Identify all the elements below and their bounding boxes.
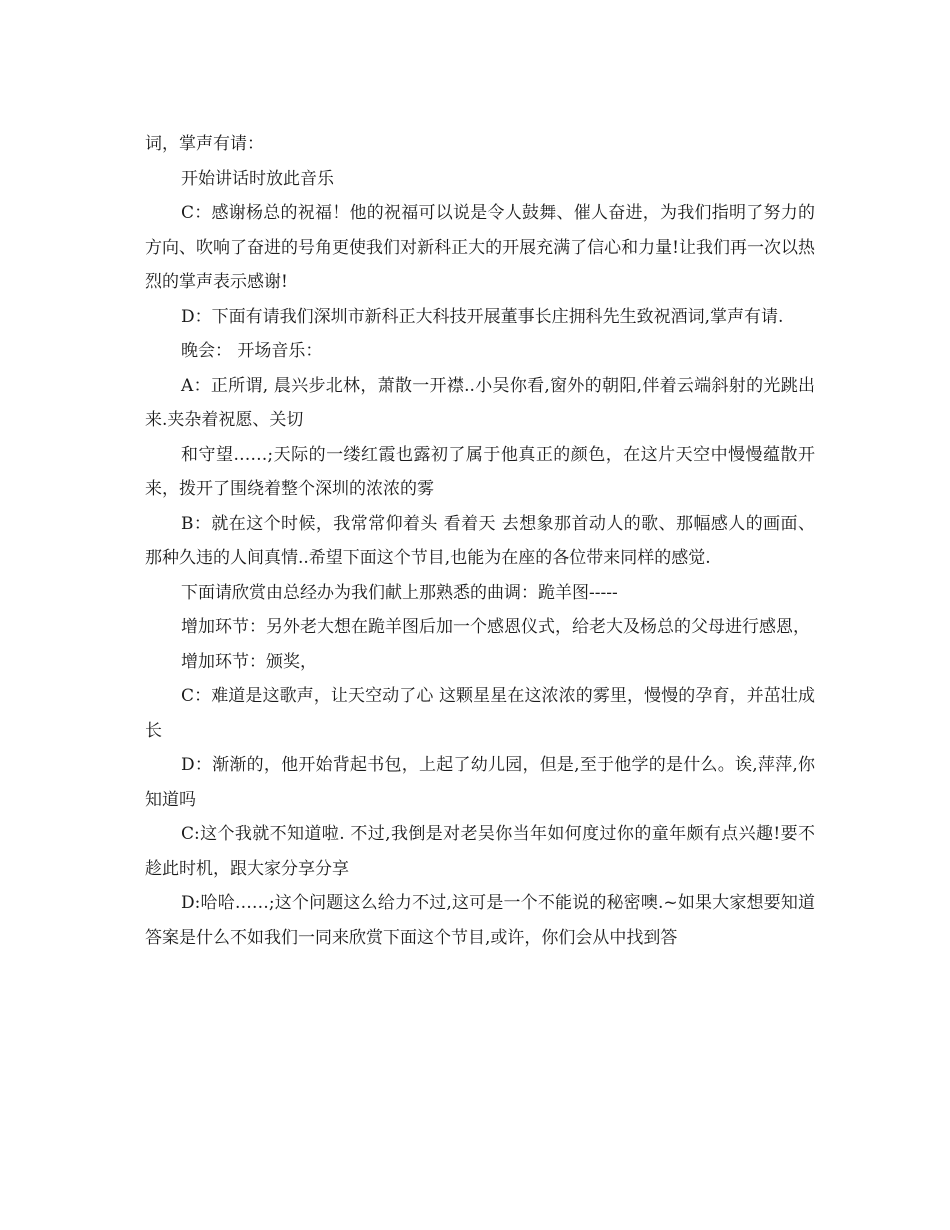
paragraph-10: 增加环节：另外老大想在跪羊图后加一个感恩仪式，给老大及杨总的父母进行感恩， xyxy=(181,617,810,637)
paragraph-4: D：下面有请我们深圳市新科正大科技开展董事长庄拥科先生致祝酒词,掌声有请. xyxy=(181,306,784,327)
paragraph-5: 晚会： 开场音乐： xyxy=(181,341,323,361)
paragraph-2: 开始讲话时放此音乐 xyxy=(181,168,334,189)
paragraph-1: 词，掌声有请： xyxy=(145,134,264,154)
paragraph-3: C：感谢杨总的祝福！他的祝福可以说是令人鼓舞、催人奋进，为我们指明了努力的方向、吹响了奋进的号角更使我们对新科正大的开展充满了信心和力量!让我们再一次以热烈的掌声表示感谢! xyxy=(145,203,815,292)
paragraph-8: B：就在这个时候，我常常仰着头 看着天 去想象那首动人的歌、那幅感人的画面、那种久违的人间真情..希望下面这个节目,也能为在座的各位带来同样的感觉. xyxy=(145,513,815,568)
paragraph-6: A：正所谓, 晨兴步北林，萧散一开襟..小吴你看,窗外的朝阳,伴着云端斜射的光跳出来.夹杂着祝愿、关切 xyxy=(145,375,815,430)
paragraph-13: D：渐渐的，他开始背起书包，上起了幼儿园，但是,至于他学的是什么。诶,萍萍,你知道吗 xyxy=(145,755,815,810)
paragraph-12: C：难道是这歌声，让天空动了心 这颗星星在这浓浓的雾里，慢慢的孕育，并茁壮成长 xyxy=(145,686,815,741)
paragraph-9: 下面请欣赏由总经办为我们献上那熟悉的曲调：跪羊图----- xyxy=(181,582,618,603)
paragraph-7: 和守望……;天际的一缕红霞也露初了属于他真正的颜色，在这片天空中慢慢蕴散开来，拨开了围绕着整个深圳的浓浓的雾 xyxy=(145,444,815,499)
paragraph-15: D:哈哈……;这个问题这么给力不过,这可是一个不能说的秘密噢.~如果大家想要知道答案是什么不如我们一同来欣赏下面这个节目,或许，你们会从中找到答 xyxy=(145,893,815,948)
document-body xyxy=(145,127,815,955)
paragraph-11: 增加环节：颁奖， xyxy=(181,651,317,672)
paragraph-14: C:这个我就不知道啦. 不过,我倒是对老吴你当年如何度过你的童年颇有点兴趣!要不趁此时机，跟大家分享分享 xyxy=(145,824,815,879)
